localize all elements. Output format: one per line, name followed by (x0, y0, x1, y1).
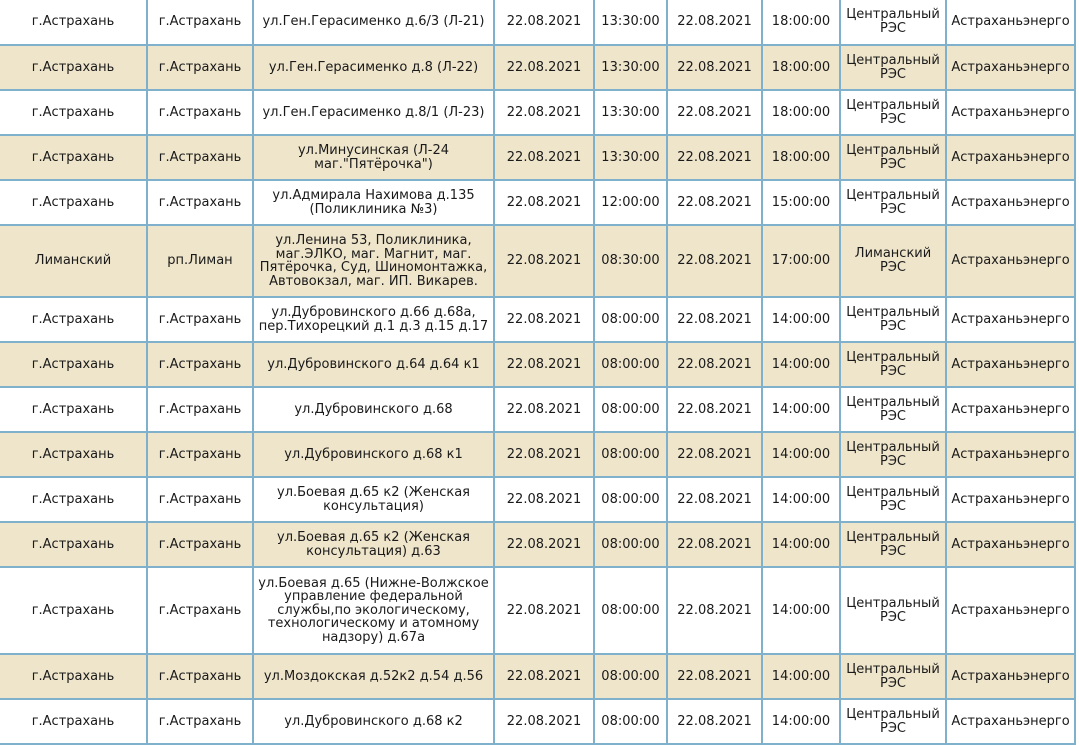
start-date-cell: 22.08.2021 (494, 387, 594, 432)
end-time-cell: 18:00:00 (762, 90, 840, 135)
res-cell: Лиманский РЭС (840, 225, 946, 297)
end-date-cell: 22.08.2021 (667, 135, 762, 180)
address-cell: ул.Дубровинского д.68 к1 (253, 432, 494, 477)
res-cell: Центральный РЭС (840, 699, 946, 744)
locality-cell: г.Астрахань (147, 477, 253, 522)
res-cell: Центральный РЭС (840, 522, 946, 567)
res-cell: Центральный РЭС (840, 342, 946, 387)
address-cell: ул.Дубровинского д.68 (253, 387, 494, 432)
company-cell: Астраханьэнерго (946, 180, 1075, 225)
district-cell: г.Астрахань (0, 522, 147, 567)
start-date-cell: 22.08.2021 (494, 432, 594, 477)
start-date-cell: 22.08.2021 (494, 522, 594, 567)
res-cell: Центральный РЭС (840, 387, 946, 432)
district-cell: г.Астрахань (0, 297, 147, 342)
table-row (0, 225, 1075, 297)
res-cell: Центральный РЭС (840, 297, 946, 342)
end-time-cell: 14:00:00 (762, 432, 840, 477)
start-date-cell: 22.08.2021 (494, 477, 594, 522)
end-date-cell: 22.08.2021 (667, 225, 762, 297)
locality-cell: г.Астрахань (147, 387, 253, 432)
end-date-cell: 22.08.2021 (667, 342, 762, 387)
start-time-cell: 08:00:00 (594, 522, 667, 567)
end-date-cell: 22.08.2021 (667, 654, 762, 699)
start-date-cell: 22.08.2021 (494, 90, 594, 135)
address-cell: ул.Боевая д.65 к2 (Женская консультация) д.63 (253, 522, 494, 567)
start-date-cell: 22.08.2021 (494, 297, 594, 342)
res-cell: Центральный РЭС (840, 0, 946, 45)
address-cell: ул.Ген.Герасименко д.8/1 (Л-23) (253, 90, 494, 135)
table-row (0, 45, 1075, 90)
table-row (0, 0, 1075, 45)
table-row (0, 297, 1075, 342)
start-date-cell: 22.08.2021 (494, 180, 594, 225)
company-cell: Астраханьэнерго (946, 342, 1075, 387)
company-cell: Астраханьэнерго (946, 135, 1075, 180)
end-date-cell: 22.08.2021 (667, 387, 762, 432)
start-time-cell: 08:00:00 (594, 387, 667, 432)
district-cell: Лиманский (0, 225, 147, 297)
locality-cell: г.Астрахань (147, 90, 253, 135)
end-date-cell: 22.08.2021 (667, 297, 762, 342)
address-cell: ул.Ген.Герасименко д.8 (Л-22) (253, 45, 494, 90)
locality-cell: г.Астрахань (147, 45, 253, 90)
table-row (0, 654, 1075, 699)
start-date-cell: 22.08.2021 (494, 45, 594, 90)
start-time-cell: 13:30:00 (594, 0, 667, 45)
end-date-cell: 22.08.2021 (667, 477, 762, 522)
company-cell: Астраханьэнерго (946, 477, 1075, 522)
table-row (0, 387, 1075, 432)
district-cell: г.Астрахань (0, 342, 147, 387)
district-cell: г.Астрахань (0, 477, 147, 522)
start-date-cell: 22.08.2021 (494, 135, 594, 180)
district-cell: г.Астрахань (0, 90, 147, 135)
district-cell: г.Астрахань (0, 654, 147, 699)
address-cell: ул.Минусинская (Л-24 маг."Пятёрочка") (253, 135, 494, 180)
locality-cell: г.Астрахань (147, 180, 253, 225)
end-time-cell: 14:00:00 (762, 654, 840, 699)
locality-cell: г.Астрахань (147, 522, 253, 567)
locality-cell: г.Астрахань (147, 654, 253, 699)
district-cell: г.Астрахань (0, 180, 147, 225)
company-cell: Астраханьэнерго (946, 654, 1075, 699)
district-cell: г.Астрахань (0, 699, 147, 744)
company-cell: Астраханьэнерго (946, 432, 1075, 477)
start-time-cell: 08:00:00 (594, 432, 667, 477)
start-time-cell: 08:30:00 (594, 225, 667, 297)
company-cell: Астраханьэнерго (946, 522, 1075, 567)
start-date-cell: 22.08.2021 (494, 567, 594, 654)
res-cell: Центральный РЭС (840, 477, 946, 522)
start-time-cell: 08:00:00 (594, 477, 667, 522)
address-cell: ул.Боевая д.65 (Нижне-Волжское управление федеральной службы,по экологическому, технологическому и атомному надзору) д.67а (253, 567, 494, 654)
end-time-cell: 14:00:00 (762, 567, 840, 654)
res-cell: Центральный РЭС (840, 654, 946, 699)
end-time-cell: 18:00:00 (762, 135, 840, 180)
address-cell: ул.Дубровинского д.64 д.64 к1 (253, 342, 494, 387)
table-row (0, 342, 1075, 387)
end-time-cell: 14:00:00 (762, 387, 840, 432)
start-date-cell: 22.08.2021 (494, 654, 594, 699)
locality-cell: г.Астрахань (147, 342, 253, 387)
address-cell: ул.Боевая д.65 к2 (Женская консультация) (253, 477, 494, 522)
end-time-cell: 14:00:00 (762, 699, 840, 744)
start-time-cell: 08:00:00 (594, 567, 667, 654)
start-date-cell: 22.08.2021 (494, 0, 594, 45)
table-row (0, 432, 1075, 477)
start-date-cell: 22.08.2021 (494, 225, 594, 297)
res-cell: Центральный РЭС (840, 135, 946, 180)
table-row (0, 180, 1075, 225)
district-cell: г.Астрахань (0, 387, 147, 432)
end-date-cell: 22.08.2021 (667, 522, 762, 567)
end-date-cell: 22.08.2021 (667, 180, 762, 225)
company-cell: Астраханьэнерго (946, 567, 1075, 654)
table-row (0, 699, 1075, 744)
start-time-cell: 08:00:00 (594, 699, 667, 744)
end-time-cell: 14:00:00 (762, 522, 840, 567)
company-cell: Астраханьэнерго (946, 0, 1075, 45)
end-time-cell: 18:00:00 (762, 45, 840, 90)
address-cell: ул.Адмирала Нахимова д.135 (Поликлиника №3) (253, 180, 494, 225)
address-cell: ул.Дубровинского д.68 к2 (253, 699, 494, 744)
address-cell: ул.Дубровинского д.66 д.68а, пер.Тихорецкий д.1 д.3 д.15 д.17 (253, 297, 494, 342)
res-cell: Центральный РЭС (840, 180, 946, 225)
address-cell: ул.Ленина 53, Поликлиника, маг.ЭЛКО, маг. Магнит, маг. Пятёрочка, Суд, Шиномонтажка, Автовокзал, маг. ИП. Викарев. (253, 225, 494, 297)
district-cell: г.Астрахань (0, 567, 147, 654)
address-cell: ул.Ген.Герасименко д.6/3 (Л-21) (253, 0, 494, 45)
res-cell: Центральный РЭС (840, 432, 946, 477)
end-date-cell: 22.08.2021 (667, 432, 762, 477)
company-cell: Астраханьэнерго (946, 699, 1075, 744)
locality-cell: г.Астрахань (147, 135, 253, 180)
start-time-cell: 13:30:00 (594, 90, 667, 135)
locality-cell: г.Астрахань (147, 567, 253, 654)
locality-cell: г.Астрахань (147, 0, 253, 45)
end-date-cell: 22.08.2021 (667, 699, 762, 744)
end-time-cell: 18:00:00 (762, 0, 840, 45)
end-date-cell: 22.08.2021 (667, 567, 762, 654)
start-date-cell: 22.08.2021 (494, 342, 594, 387)
table-row (0, 522, 1075, 567)
start-time-cell: 12:00:00 (594, 180, 667, 225)
start-time-cell: 13:30:00 (594, 45, 667, 90)
end-date-cell: 22.08.2021 (667, 90, 762, 135)
end-time-cell: 14:00:00 (762, 477, 840, 522)
end-date-cell: 22.08.2021 (667, 45, 762, 90)
locality-cell: г.Астрахань (147, 699, 253, 744)
start-date-cell: 22.08.2021 (494, 699, 594, 744)
start-time-cell: 08:00:00 (594, 654, 667, 699)
locality-cell: г.Астрахань (147, 432, 253, 477)
table-row (0, 567, 1075, 654)
locality-cell: г.Астрахань (147, 297, 253, 342)
start-time-cell: 08:00:00 (594, 342, 667, 387)
res-cell: Центральный РЭС (840, 90, 946, 135)
locality-cell: рп.Лиман (147, 225, 253, 297)
company-cell: Астраханьэнерго (946, 387, 1075, 432)
res-cell: Центральный РЭС (840, 567, 946, 654)
district-cell: г.Астрахань (0, 0, 147, 45)
end-time-cell: 15:00:00 (762, 180, 840, 225)
table-row (0, 477, 1075, 522)
company-cell: Астраханьэнерго (946, 225, 1075, 297)
address-cell: ул.Моздокская д.52к2 д.54 д.56 (253, 654, 494, 699)
end-time-cell: 14:00:00 (762, 297, 840, 342)
district-cell: г.Астрахань (0, 45, 147, 90)
start-time-cell: 08:00:00 (594, 297, 667, 342)
company-cell: Астраханьэнерго (946, 90, 1075, 135)
end-time-cell: 17:00:00 (762, 225, 840, 297)
company-cell: Астраханьэнерго (946, 297, 1075, 342)
start-time-cell: 13:30:00 (594, 135, 667, 180)
district-cell: г.Астрахань (0, 432, 147, 477)
res-cell: Центральный РЭС (840, 45, 946, 90)
company-cell: Астраханьэнерго (946, 45, 1075, 90)
table-row (0, 135, 1075, 180)
end-time-cell: 14:00:00 (762, 342, 840, 387)
table-row (0, 90, 1075, 135)
district-cell: г.Астрахань (0, 135, 147, 180)
end-date-cell: 22.08.2021 (667, 0, 762, 45)
